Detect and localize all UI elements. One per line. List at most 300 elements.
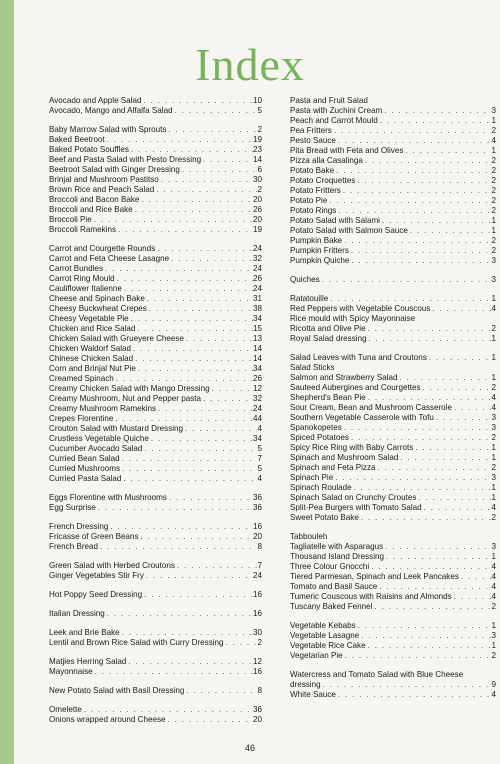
entry-page-number: 1	[491, 353, 496, 362]
dot-leader	[427, 353, 492, 363]
dot-leader	[380, 216, 492, 226]
dot-leader	[408, 226, 492, 236]
dot-leader	[184, 686, 257, 696]
dot-leader	[120, 628, 253, 638]
entry-page-number: 32	[252, 254, 262, 263]
entry-page-number: 1	[491, 493, 496, 502]
entry-page-number: 2	[257, 638, 262, 647]
entry-title: Southern Vegetable Casserole with Tofu	[290, 413, 434, 422]
entry-title: dressing	[290, 680, 321, 689]
dot-leader	[129, 145, 253, 155]
index-group	[290, 621, 496, 661]
index-entry	[290, 483, 496, 493]
entry-title: Carrot Ring Mould	[49, 274, 115, 283]
index-group	[49, 522, 262, 552]
index-entry	[290, 334, 496, 344]
dot-leader	[372, 602, 491, 612]
dot-leader	[321, 680, 492, 690]
dot-leader	[416, 493, 491, 503]
entry-page-number: 24	[252, 244, 262, 253]
index-entry	[49, 155, 262, 165]
entry-title: Vegetarian Pie	[290, 651, 343, 660]
index-entry	[49, 424, 262, 434]
entry-title: Spinach Roulade	[290, 483, 352, 492]
entry-title: Vegetable Kebabs	[290, 621, 356, 630]
entry-title: Leek and Brie Bake	[49, 628, 120, 637]
entry-title: Peach and Carrot Mould	[290, 116, 378, 125]
entry-page-number: 23	[252, 145, 262, 154]
index-entry	[290, 473, 496, 483]
entry-title: Beef and Pasta Salad with Pesto Dressing	[49, 155, 202, 164]
entry-title: Cucumber Avocado Salad	[49, 444, 143, 453]
entry-page-number: 10	[252, 96, 262, 105]
entry-page-number: 1	[491, 453, 496, 462]
index-entry	[290, 680, 496, 690]
dot-leader	[376, 463, 492, 473]
index-entry	[290, 363, 496, 373]
dot-leader	[149, 434, 253, 444]
dot-leader	[459, 572, 492, 582]
dot-leader	[334, 166, 491, 176]
entry-page-number: 24	[252, 264, 262, 273]
index-entry	[49, 503, 262, 513]
entry-page-number: 3	[491, 473, 496, 482]
dot-leader	[183, 424, 257, 434]
index-entry	[290, 373, 496, 383]
index-entry	[290, 116, 496, 126]
index-entry	[290, 256, 496, 266]
entry-title: Hot Poppy Seed Dressing	[49, 590, 143, 599]
index-entry	[49, 334, 262, 344]
entry-title: Fricasse of Green Beans	[49, 532, 139, 541]
entry-page-number: 7	[257, 561, 262, 570]
entry-title: Sweet Potato Bake	[290, 513, 359, 522]
index-group	[49, 657, 262, 677]
entry-page-number: 2	[491, 463, 496, 472]
index-entry	[290, 176, 496, 186]
dot-leader	[328, 294, 491, 304]
dot-leader	[422, 503, 492, 513]
entry-page-number: 24	[252, 404, 262, 413]
entry-page-number: 14	[252, 354, 262, 363]
index-entry	[290, 552, 496, 562]
index-entry	[49, 384, 262, 394]
dot-leader	[145, 294, 253, 304]
entry-title: Pita Bread with Feta and Olives	[290, 146, 404, 155]
dot-leader	[359, 513, 492, 523]
index-entry	[49, 561, 262, 571]
dot-leader	[120, 454, 258, 464]
entry-page-number: 44	[252, 414, 262, 423]
index-entry	[290, 146, 496, 156]
index-entry	[49, 135, 262, 145]
entry-page-number: 4	[491, 582, 496, 591]
entry-title: Cheese and Spinach Bake	[49, 294, 145, 303]
entry-page-number: 1	[491, 226, 496, 235]
entry-page-number: 9	[491, 680, 496, 689]
page-number: 46	[244, 743, 255, 753]
index-group	[290, 294, 496, 344]
entry-page-number: 2	[491, 126, 496, 135]
entry-page-number: 31	[252, 294, 262, 303]
dot-leader	[332, 126, 492, 136]
entry-page-number: 2	[491, 651, 496, 660]
index-entry	[49, 364, 262, 374]
entry-page-number: 1	[491, 483, 496, 492]
entry-title: Tabbouleh	[290, 532, 328, 541]
index-entry	[49, 274, 262, 284]
index-entry	[290, 294, 496, 304]
index-entry	[290, 166, 496, 176]
entry-title: Brown Rice and Peach Salad	[49, 185, 155, 194]
entry-page-number: 34	[252, 364, 262, 373]
dot-leader	[167, 493, 253, 503]
dot-leader	[452, 592, 492, 602]
dot-leader	[180, 165, 258, 175]
index-entry	[49, 354, 262, 364]
index-entry	[49, 590, 262, 600]
entry-title: Pumpkin Quiche	[290, 256, 350, 265]
entry-page-number: 4	[491, 503, 496, 512]
index-entry	[49, 628, 262, 638]
dot-leader	[343, 651, 492, 661]
entry-title: Pumpkin Bake	[290, 236, 343, 245]
entry-page-number: 2	[491, 156, 496, 165]
entry-title: Tumeric Couscous with Raisins and Almonds	[290, 592, 452, 601]
index-column-right	[290, 96, 496, 709]
dot-leader	[382, 106, 491, 116]
entry-page-number: 38	[252, 304, 262, 313]
entry-page-number: 1	[491, 621, 496, 630]
dot-leader	[434, 413, 492, 423]
index-entry	[290, 423, 496, 433]
entry-page-number: 4	[491, 562, 496, 571]
index-entry	[290, 690, 496, 700]
entry-title: Sauteed Aubergines and Courgettes	[290, 383, 421, 392]
entry-title: Curried Mushrooms	[49, 464, 121, 473]
entry-title: Avocado and Apple Salad	[49, 96, 142, 105]
entry-page-number: 4	[257, 474, 262, 483]
dot-leader	[327, 196, 491, 206]
entry-page-number: 36	[252, 503, 262, 512]
entry-title: Broccoli Ramekins	[49, 225, 117, 234]
dot-leader	[156, 404, 253, 414]
entry-page-number: 1	[491, 216, 496, 225]
index-entry	[290, 96, 496, 106]
entry-title: Omelette	[49, 705, 82, 714]
index-entry	[290, 186, 496, 196]
entry-page-number: 5	[257, 444, 262, 453]
index-entry	[49, 284, 262, 294]
index-group	[49, 493, 262, 513]
entry-page-number: 2	[491, 206, 496, 215]
entry-title: Egg Surprise	[49, 503, 96, 512]
entry-page-number: 8	[257, 542, 262, 551]
entry-page-number: 2	[491, 324, 496, 333]
entry-page-number: 12	[252, 384, 262, 393]
entry-title: White Sauce	[290, 690, 336, 699]
entry-title: Spinach Salad on Crunchy Croutes	[290, 493, 417, 502]
entry-page-number: 4	[257, 424, 262, 433]
entry-title: Spicy Rice Ring with Baby Carrots	[290, 443, 414, 452]
dot-leader	[366, 641, 492, 651]
entry-page-number: 4	[491, 136, 496, 145]
dot-leader	[116, 225, 253, 235]
entry-page-number: 14	[252, 344, 262, 353]
entry-page-number: 4	[491, 403, 496, 412]
entry-title: Crepes Florentine	[49, 414, 114, 423]
dot-leader	[342, 423, 492, 433]
entry-page-number: 2	[491, 236, 496, 245]
dot-leader	[147, 304, 253, 314]
entry-title: Pasta with Zuchini Cream	[290, 106, 383, 115]
entry-page-number: 4	[491, 592, 496, 601]
entry-page-number: 16	[252, 609, 262, 618]
index-entry	[290, 246, 496, 256]
entry-page-number: 16	[252, 667, 262, 676]
index-entry	[49, 205, 262, 215]
index-entry	[290, 106, 496, 116]
dot-leader	[366, 393, 492, 403]
index-entry	[49, 609, 262, 619]
index-entry	[49, 638, 262, 648]
dot-leader	[166, 125, 257, 135]
dot-leader	[173, 106, 258, 116]
entry-title: Creamy Mushroom Ramekins	[49, 404, 157, 413]
entry-page-number: 26	[252, 374, 262, 383]
index-entry	[290, 226, 496, 236]
index-group	[49, 705, 262, 725]
entry-title: Tuscany Baked Fennel	[290, 602, 373, 611]
entry-page-number: 2	[491, 196, 496, 205]
index-entry	[49, 264, 262, 274]
entry-title: Pizza alla Casalinga	[290, 156, 363, 165]
entry-page-number: 3	[491, 413, 496, 422]
index-entry	[49, 434, 262, 444]
entry-page-number: 16	[252, 590, 262, 599]
index-entry	[290, 503, 496, 513]
entry-title: Watercress and Tomato Salad with Blue Cheese	[290, 670, 464, 679]
index-entry	[290, 383, 496, 393]
entry-page-number: 24	[252, 571, 262, 580]
index-entry	[49, 542, 262, 552]
index-entry	[290, 216, 496, 226]
entry-title: Three Colour Gnocchi	[290, 562, 370, 571]
dot-leader	[139, 532, 253, 542]
index-entry	[290, 304, 496, 314]
index-group	[290, 275, 496, 285]
index-entry	[49, 175, 262, 185]
entry-page-number: 1	[491, 373, 496, 382]
entry-page-number: 1	[491, 146, 496, 155]
index-entry	[290, 393, 496, 403]
dot-leader	[159, 175, 253, 185]
index-entry	[290, 275, 496, 285]
dot-leader	[378, 116, 492, 126]
index-entry	[49, 715, 262, 725]
dot-leader	[452, 403, 492, 413]
index-entry	[290, 206, 496, 216]
dot-leader	[96, 503, 253, 513]
dot-leader	[108, 522, 253, 532]
entry-page-number: 3	[491, 106, 496, 115]
entry-page-number: 20	[252, 215, 262, 224]
dot-leader	[144, 571, 253, 581]
index-entry	[290, 413, 496, 423]
dot-leader	[349, 433, 492, 443]
entry-page-number: 3	[491, 631, 496, 640]
entry-page-number: 19	[252, 135, 262, 144]
entry-page-number: 2	[491, 186, 496, 195]
entry-title: Tiered Parmesan, Spinach and Leek Pancakes	[290, 572, 459, 581]
dot-leader	[133, 205, 253, 215]
dot-leader	[349, 246, 492, 256]
index-entry	[49, 215, 262, 225]
entry-title: French Bread	[49, 542, 99, 551]
dot-leader	[142, 444, 257, 454]
entry-title: Shepherd's Bean Pie	[290, 393, 366, 402]
index-entry	[290, 602, 496, 612]
dot-leader	[320, 275, 492, 285]
index-entry	[49, 474, 262, 484]
index-entry	[49, 254, 262, 264]
entry-title: Salad Sticks	[290, 363, 335, 372]
entry-title: Salmon and Strawberry Salad	[290, 373, 398, 382]
index-entry	[290, 126, 496, 136]
dot-leader	[175, 561, 258, 571]
entry-title: Creamed Spinach	[49, 374, 114, 383]
entry-title: Cheesy Vegetable Pie	[49, 314, 129, 323]
entry-title: Creamy Chicken Salad with Mango Dressing	[49, 384, 210, 393]
index-entry	[290, 562, 496, 572]
entry-title: Eggs Florentine with Mushrooms	[49, 493, 167, 502]
index-entry	[49, 686, 262, 696]
index-entry	[49, 532, 262, 542]
index-entry	[49, 522, 262, 532]
index-entry	[290, 582, 496, 592]
index-entry	[290, 641, 496, 651]
index-entry	[290, 236, 496, 246]
dot-leader	[383, 542, 491, 552]
index-entry	[49, 324, 262, 334]
index-entry	[290, 453, 496, 463]
entry-page-number: 1	[491, 443, 496, 452]
entry-title: Broccoli and Bacon Bake	[49, 195, 140, 204]
index-entry	[49, 225, 262, 235]
entry-page-number: 5	[257, 464, 262, 473]
entry-page-number: 26	[252, 205, 262, 214]
index-entry	[49, 106, 262, 116]
index-entry	[49, 165, 262, 175]
entry-title: Potato Salad with Salmon Sauce	[290, 226, 408, 235]
entry-title: Spinach and Mushroom Salad	[290, 453, 399, 462]
index-entry	[290, 314, 496, 324]
entry-title: Vegetable Lasagne	[290, 631, 360, 640]
index-entry	[290, 651, 496, 661]
dot-leader	[363, 156, 492, 166]
index-entry	[49, 145, 262, 155]
index-entry	[49, 414, 262, 424]
dot-leader	[136, 364, 253, 374]
entry-page-number: 4	[491, 572, 496, 581]
index-entry	[49, 444, 262, 454]
entry-title: Crustless Vegetable Quiche	[49, 434, 149, 443]
entry-page-number: 36	[252, 705, 262, 714]
index-group	[49, 628, 262, 648]
entry-page-number: 2	[491, 513, 496, 522]
entry-title: Carrot and Courgette Rounds	[49, 244, 156, 253]
entry-title: Royal Salad dressing	[290, 334, 367, 343]
page-edge-band	[0, 0, 14, 764]
index-entry	[290, 403, 496, 413]
index-group	[49, 609, 262, 619]
dot-leader	[92, 215, 253, 225]
entry-page-number: 2	[491, 383, 496, 392]
dot-leader	[355, 176, 491, 186]
entry-page-number: 3	[491, 256, 496, 265]
entry-title: Thousand Island Dressing	[290, 552, 385, 561]
index-entry	[49, 493, 262, 503]
dot-leader	[103, 264, 253, 274]
entry-title: Split-Pea Burgers with Tomato Salad	[290, 503, 422, 512]
entry-page-number: 1	[491, 552, 496, 561]
entry-title: Ricotta and Olive Pie	[290, 324, 366, 333]
dot-leader	[398, 453, 491, 463]
entry-title: Carrot Bundles	[49, 264, 103, 273]
index-entry	[49, 374, 262, 384]
index-group	[49, 590, 262, 600]
entry-page-number: 4	[491, 393, 496, 402]
entry-title: Cheesy Buckwheat Crepes	[49, 304, 147, 313]
dot-leader	[210, 384, 253, 394]
entry-title: Baked Potato Souffles	[49, 145, 129, 154]
index-entry	[49, 464, 262, 474]
entry-title: Cauliflower Italienne	[49, 284, 122, 293]
entry-title: Corn and Brinjal Nut Pie	[49, 364, 136, 373]
entry-title: Potato Pie	[290, 196, 328, 205]
dot-leader	[413, 443, 491, 453]
entry-page-number: 20	[252, 532, 262, 541]
entry-title: Carrot and Feta Cheese Lasagne	[49, 254, 170, 263]
index-entry	[290, 136, 496, 146]
entry-page-number: 3	[491, 542, 496, 551]
entry-page-number: 2	[257, 185, 262, 194]
dot-leader	[366, 334, 491, 344]
entry-page-number: 30	[252, 175, 262, 184]
dot-leader	[366, 324, 492, 334]
entry-page-number: 4	[491, 690, 496, 699]
entry-title: Beetroot Salad with Ginger Dressing	[49, 165, 180, 174]
dot-leader	[135, 324, 253, 334]
entry-title: Onions wrapped around Cheese	[49, 715, 166, 724]
entry-title: Matjies Herring Salad	[49, 657, 127, 666]
index-entry	[290, 324, 496, 334]
entry-title: Sour Cream, Bean and Mushroom Casserole	[290, 403, 452, 412]
entry-title: Quiches	[290, 275, 320, 284]
entry-title: Baby Marrow Salad with Sprouts	[49, 125, 167, 134]
entry-page-number: 2	[491, 602, 496, 611]
entry-title: Lentil and Brown Rice Salad with Curry Dressing	[49, 638, 224, 647]
entry-title: Curried Pasta Salad	[49, 474, 122, 483]
index-entry	[290, 443, 496, 453]
entry-title: Chicken Salad with Grueyere Cheese	[49, 334, 184, 343]
entry-title: Mayonnaise	[49, 667, 93, 676]
dot-leader	[341, 186, 492, 196]
entry-title: Green Salad with Herbed Croutons	[49, 561, 175, 570]
dot-leader	[105, 135, 253, 145]
index-entry	[290, 433, 496, 443]
entry-title: Pea Fritters	[290, 126, 332, 135]
